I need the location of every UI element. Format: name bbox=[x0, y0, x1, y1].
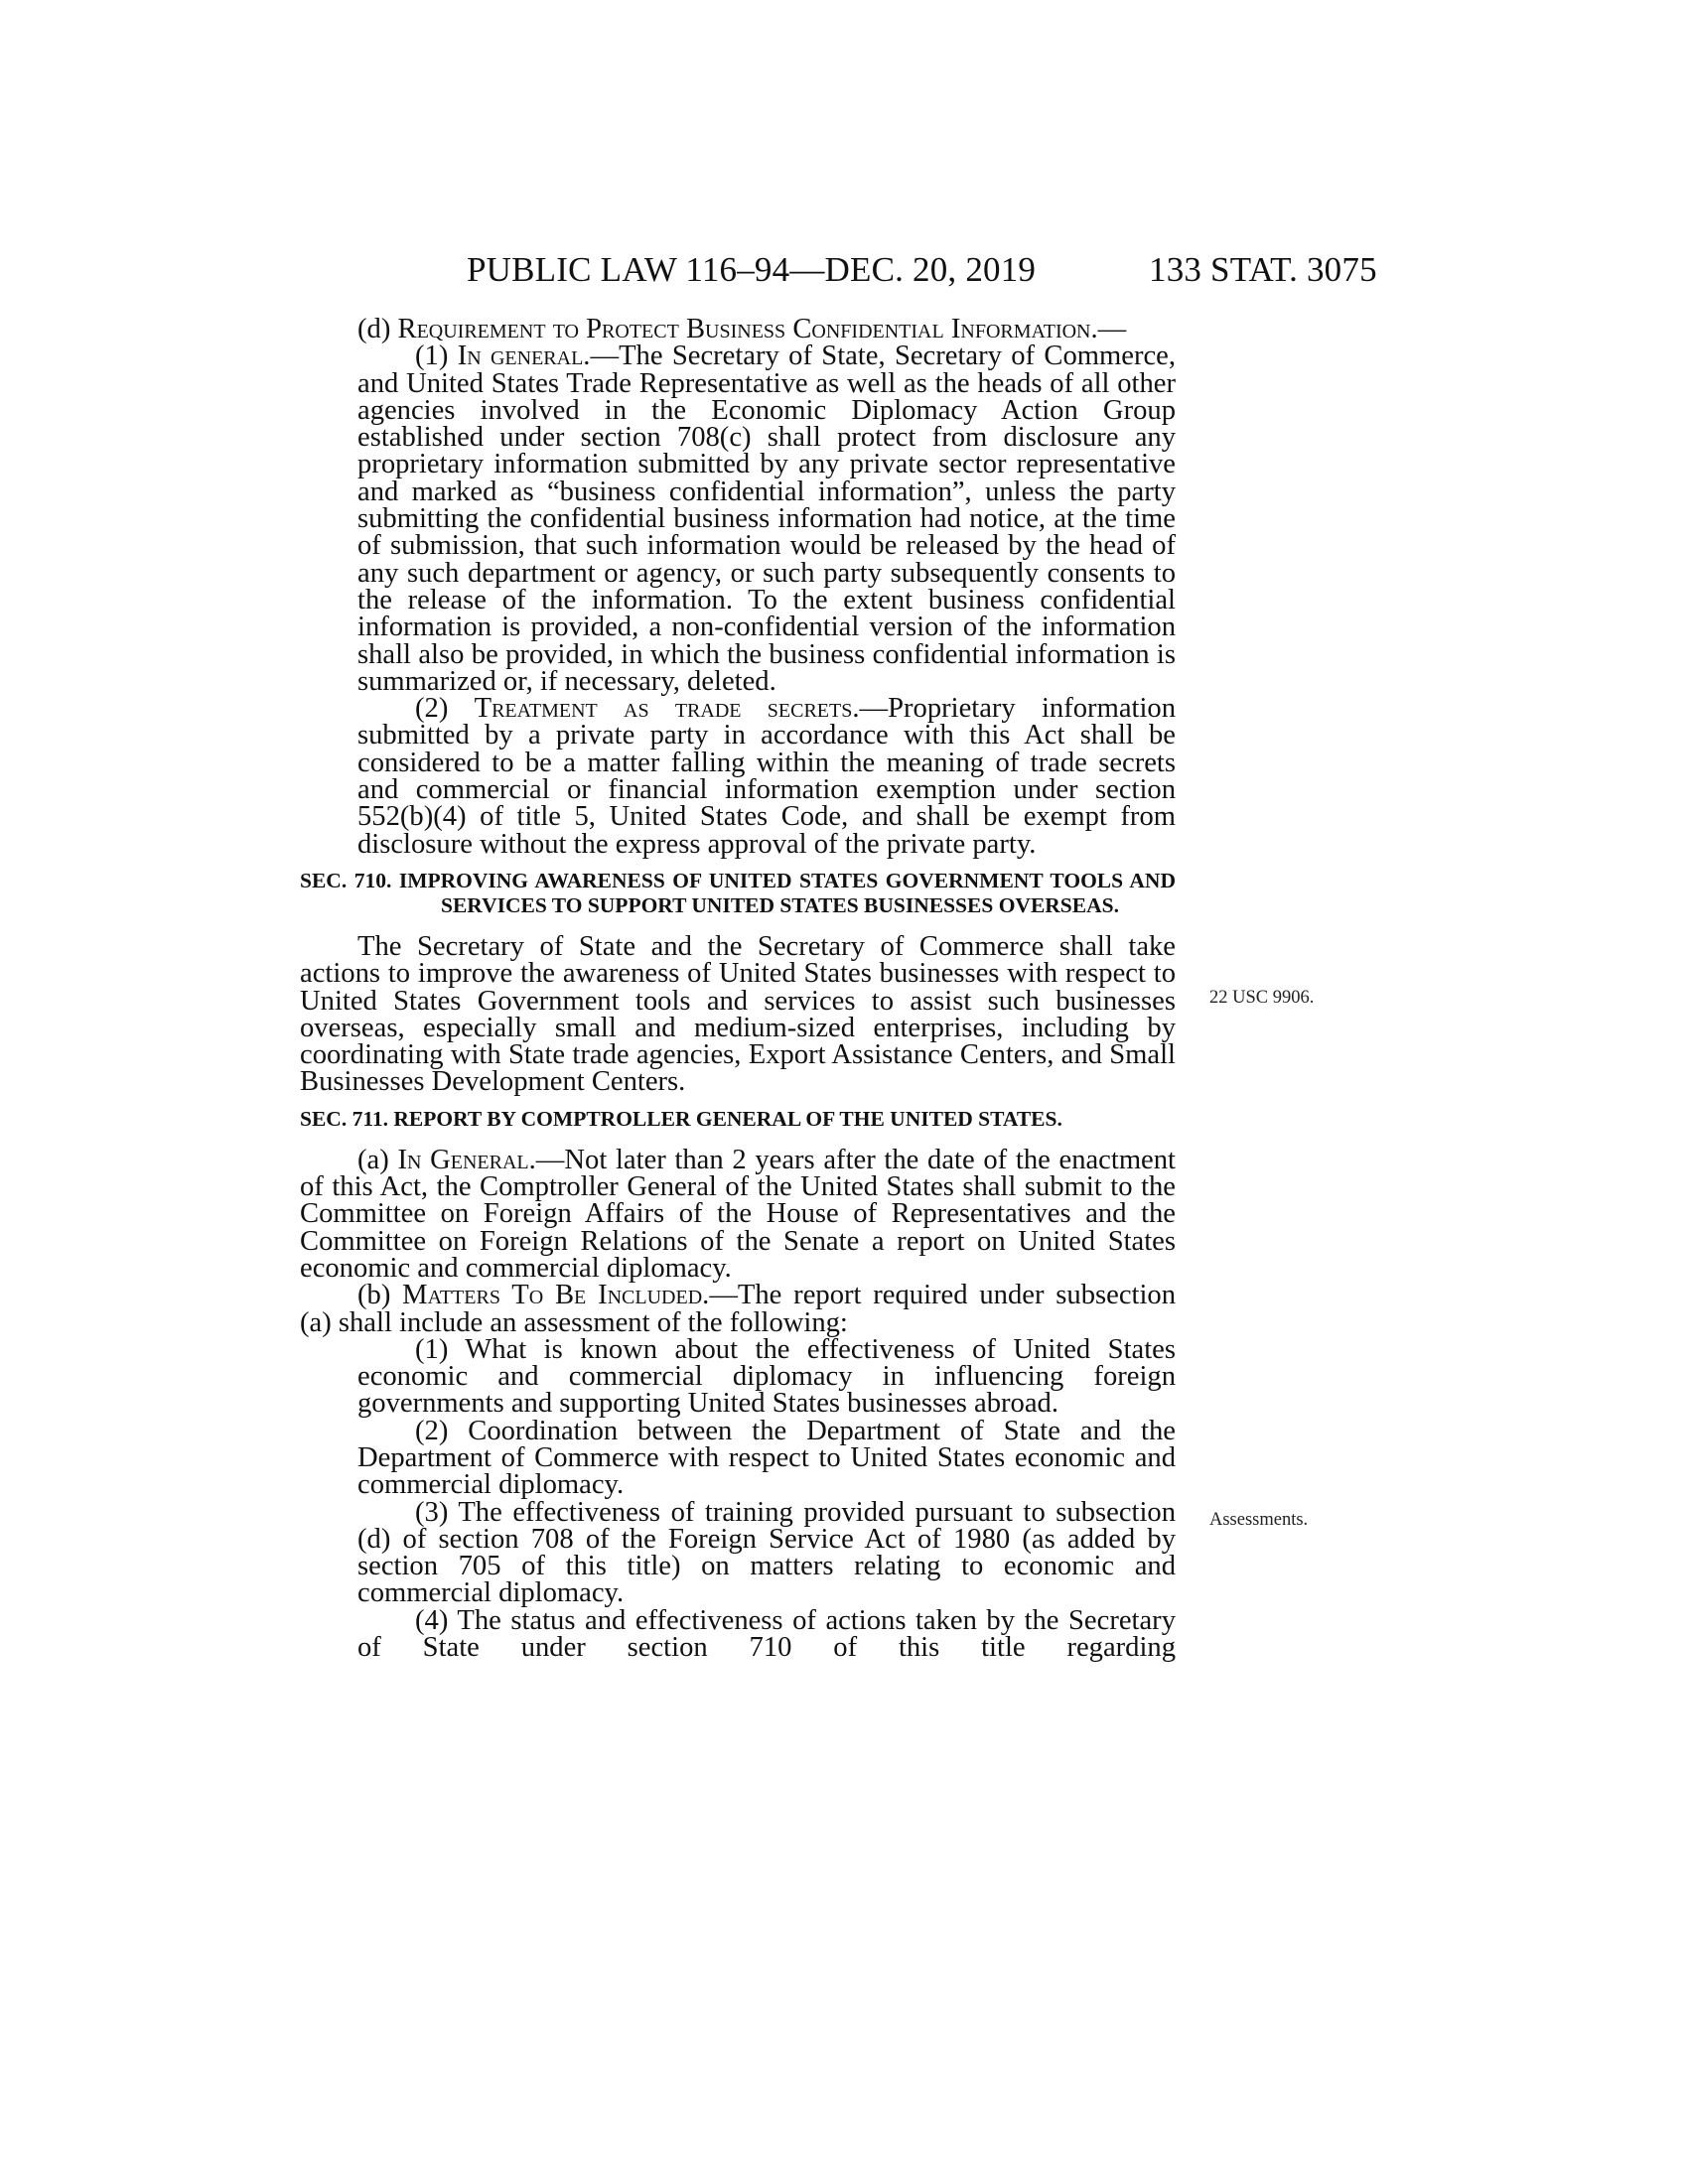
list-item-711b-1: (1) What is known about the effectiveness of United States economic and commercial diplomacy in influencing foreign governments and supporting United States businesses abroad. bbox=[357, 1333, 1176, 1420]
subsection-d-dash: — bbox=[1097, 314, 1127, 344]
subsection-711a-text: —Not later than 2 years after the date of the enactment of this Act, the Comptroller General of the United States shall submit to the Committee on Foreign Affairs of the House of Representatives and the Committee on Foreign Relations of the Senate a report on United States economic and commercial diplomacy. bbox=[300, 1144, 1176, 1284]
paragraph-d1 bbox=[357, 342, 1176, 695]
subsection-711a-label: (a) bbox=[357, 1144, 398, 1175]
section-711-heading: SEC. 711. REPORT BY COMPTROLLER GENERAL OF THE UNITED STATES. bbox=[300, 1106, 1062, 1131]
subsection-711b-label: (b) bbox=[357, 1280, 403, 1311]
running-header-title: PUBLIC LAW 116–94—DEC. 20, 2019 bbox=[467, 250, 1037, 289]
subsection-711b-heading: Matters To Be Included. bbox=[402, 1280, 710, 1311]
section-710-heading: SEC. 710. IMPROVING AWARENESS OF UNITED STATES GOVERNMENT TOOLS AND SERVICES TO SUPPORT UNITED STATES BUSINESSES OVERSEAS. bbox=[300, 868, 1176, 917]
margin-note-usc-citation: 22 USC 9906. bbox=[1209, 988, 1315, 1008]
subsection-d-title: Requirement to Protect Business Confidential Information. bbox=[397, 314, 1098, 344]
paragraph-d2-heading: Treatment as trade secrets. bbox=[474, 693, 860, 725]
paragraph-d1-heading: In general. bbox=[457, 341, 591, 372]
subsection-711b-text: —The report required under subsection (a) shall include an assessment of the following: bbox=[300, 1280, 1177, 1338]
paragraph-d2 bbox=[357, 695, 1176, 858]
subsection-d-heading bbox=[300, 316, 1176, 342]
subsection-711a-heading: In General. bbox=[397, 1144, 536, 1175]
paragraph-d1-text: —The Secretary of State, Secretary of Commerce, and United States Trade Representative as well as the heads of all other agencies involved in the Economic Diplomacy Action Group established under section 708(c) shall protect from disclosure any proprietary information submitted by any private sector representative and marked as “business confidential information”, unless the party submitting the confidential business information had notice, at the time of submission, that such information would be released by the head of any such department or agency, or such party subsequently consents to the release of the information. To the extent business confidential information is provided, a non-confidential version of the information shall also be provided, in which the business confidential information is summarized or, if necessary, deleted. bbox=[357, 341, 1176, 697]
paragraph-d2-text: —Proprietary information submitted by a private party in accordance with this Act shall be considered to be a matter falling within the meaning of trade secrets and commercial or financial information exemption under section 552(b)(4) of title 5, United States Code, and shall be exempt from disclosure without the express approval of the private party. bbox=[357, 693, 1176, 860]
running-header-stat-page: 133 STAT. 3075 bbox=[1149, 250, 1377, 289]
section-710-text: The Secretary of State and the Secretary of Commerce shall take actions to improve the awareness of United States businesses with respect to United States Government tools and services to assist such businesses overseas, especially small and medium-sized enterprises, including by coordinating with State trade agencies, Export Assistance Centers, and Small Businesses Development Centers. bbox=[300, 930, 1176, 1098]
subsection-711b bbox=[300, 1282, 1176, 1336]
margin-note-assessments: Assessments. bbox=[1209, 1510, 1309, 1530]
subsection-711a bbox=[300, 1144, 1176, 1284]
list-item-711b-4: (4) The status and effectiveness of actions taken by the Secretary of State under section 710 of this title regarding bbox=[357, 1604, 1176, 1664]
law-text-body bbox=[300, 314, 1177, 1664]
list-item-711b-2: (2) Coordination between the Department of State and the Department of Commerce with respect to United States economic and commercial diplomacy. bbox=[357, 1415, 1176, 1501]
subsection-d-label: (d) bbox=[357, 314, 398, 344]
list-item-711b-3: (3) The effectiveness of training provided pursuant to subsection (d) of section 708 of the Foreign Service Act of 1980 (as added by section 705 of this title) on matters relating to economic and commercial diplomacy. bbox=[357, 1496, 1176, 1609]
paragraph-d1-label: (1) bbox=[415, 341, 458, 372]
paragraph-d2-label: (2) bbox=[415, 693, 475, 725]
